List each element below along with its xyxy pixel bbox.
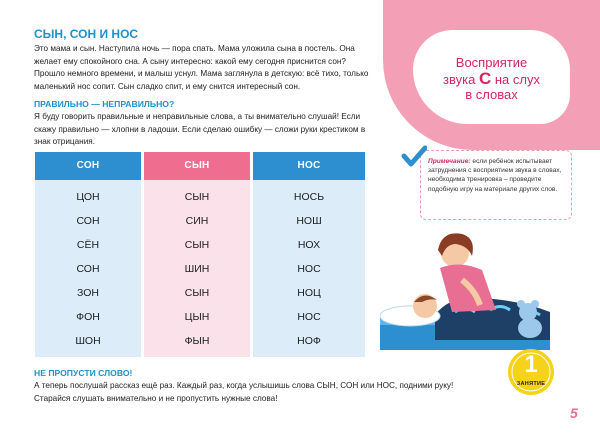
table-cell: НОС: [297, 263, 321, 275]
table-cell: НОС: [297, 311, 321, 323]
column-header: СЫН: [144, 152, 250, 180]
table-cell: ЗОН: [77, 287, 99, 299]
table-cell: СОН: [76, 215, 100, 227]
listening-heading: НЕ ПРОПУСТИ СЛОВО!: [34, 368, 133, 378]
table-column-son: [35, 152, 141, 357]
table-column-syn: [144, 152, 250, 357]
table-cell: НОЦ: [297, 287, 321, 299]
word-table: [35, 152, 365, 357]
table-cell: ЦЫН: [184, 311, 210, 323]
table-cell: НОШ: [296, 215, 322, 227]
listening-instructions: А теперь послушай рассказ ещё раз. Каждый раз, когда услышишь слова СЫН, СОН или НОС, подними руку! Старайся слушать внимательно и не пропустить нужные слова!: [34, 381, 454, 403]
note-label: Примечание:: [428, 158, 471, 165]
mother-and-sleeping-son-illustration: [380, 220, 580, 360]
table-cell: СЁН: [76, 239, 100, 251]
table-cell: НОСЬ: [293, 191, 325, 203]
table-cell: ФЫН: [184, 335, 210, 347]
game-heading: ПРАВИЛЬНО — НЕПРАВИЛЬНО?: [34, 99, 175, 109]
section-title: [413, 55, 570, 103]
lesson-badge-number: 1: [524, 351, 538, 378]
page-number: 5: [570, 405, 578, 421]
table-cell: СЫН: [184, 239, 210, 251]
table-cell: НОХ: [297, 239, 321, 251]
table-cell: НОФ: [297, 335, 321, 347]
lesson-badge-caption: ЗАНЯТИЕ: [516, 381, 546, 387]
column-header: НОС: [253, 152, 365, 180]
checkmark-icon: [401, 145, 427, 171]
title-line3: в словах: [465, 87, 518, 102]
title-line1: Восприятие: [455, 55, 528, 70]
story-paragraph: Это мама и сын. Наступила ночь — пора спать. Мама уложила сына в постель. Она желает ему спокойного сна. А сыну интересно: какой ему сегодня приснится сон? Прошло немного времени, и малыш уснул. Мама заглянула в детскую: всё тихо, только маленький нос сопит. Сын сладко спит, и ему снится интересный сон.: [34, 44, 369, 91]
table-column-nos: [253, 152, 365, 357]
table-cell: ШОН: [75, 335, 101, 347]
table-cell: ЦОН: [76, 191, 100, 203]
table-cell: ШИН: [184, 263, 210, 275]
table-cell: СЫН: [184, 191, 210, 203]
page-heading: СЫН, СОН И НОС: [34, 27, 139, 41]
title-line2: звука С на слух: [443, 68, 540, 88]
table-cell: ФОН: [76, 311, 100, 323]
table-cell: СЫН: [184, 287, 210, 299]
table-cell: СИН: [185, 215, 209, 227]
column-header: СОН: [35, 152, 141, 180]
game-instructions: Я буду говорить правильные и неправильные слова, а ты внимательно слушай! Если скажу правильно — хлопни в ладоши. Если сделаю ошибку — сложи руки крестиком в знак отрицания.: [34, 112, 366, 147]
table-cell: СОН: [76, 263, 100, 275]
title-letter: С: [478, 68, 492, 88]
note-text: Примечание: если ребёнок испытывает затруднения с восприятием звука в словах, необходима тренировка – проведите подобную игру на материале других слов.: [428, 158, 562, 193]
